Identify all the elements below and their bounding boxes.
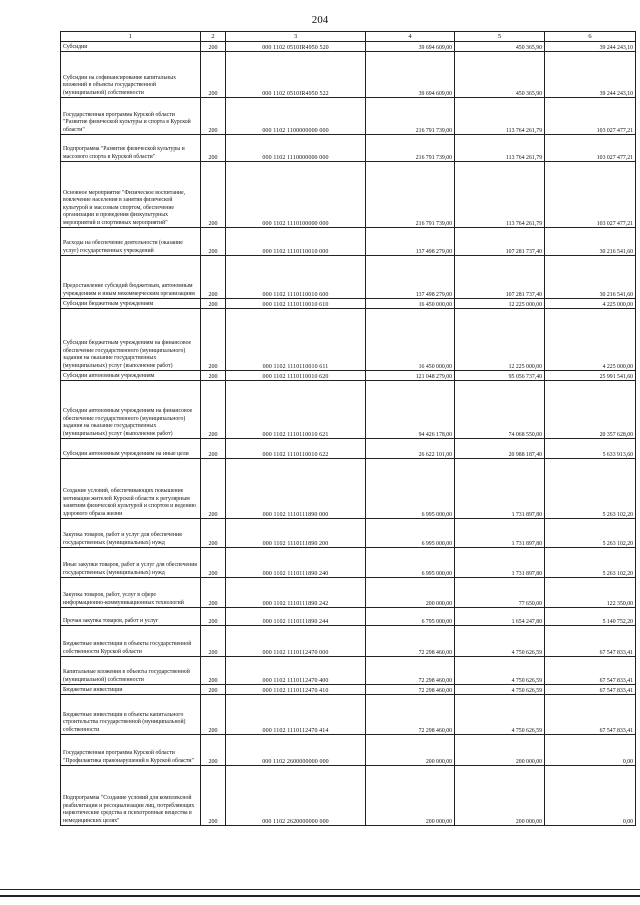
table-row bbox=[61, 766, 636, 826]
row-name-cell: Подпрограмма "Развитие физической культуры и массового спорта в Курской области" bbox=[61, 135, 201, 162]
unexecuted-amount-cell: 4 225 000,00 bbox=[545, 299, 636, 309]
row-name-cell: Субсидии автономным учреждениям на иные цели bbox=[61, 439, 201, 459]
budget-code-cell: 000 1102 1110112470 414 bbox=[226, 695, 366, 735]
budget-code-cell: 000 1102 2620000000 000 bbox=[226, 766, 366, 826]
table-row bbox=[61, 735, 636, 766]
row-name-cell: Подпрограмма "Создание условий для комплексной реабилитации и ресоциализации лиц, потребляющих наркотические средства и психотропные вещества в немедицинских целях" bbox=[61, 766, 201, 826]
approved-amount-cell: 6 795 000,00 bbox=[366, 608, 455, 626]
approved-amount-cell: 121 048 279,00 bbox=[366, 371, 455, 381]
approved-amount-cell: 6 995 000,00 bbox=[366, 548, 455, 578]
unexecuted-amount-cell: 5 633 913,60 bbox=[545, 439, 636, 459]
executed-amount-cell: 20 988 187,40 bbox=[455, 439, 545, 459]
executed-amount-cell: 113 764 261,79 bbox=[455, 98, 545, 135]
budget-code-cell: 000 1102 1110110010 000 bbox=[226, 228, 366, 256]
table-row bbox=[61, 548, 636, 578]
row-name-cell: Капитальные вложения в объекты государственной (муниципальной) собственности bbox=[61, 657, 201, 685]
unexecuted-amount-cell: 0,00 bbox=[545, 735, 636, 766]
admin-code-cell: 200 bbox=[201, 626, 226, 657]
table-row bbox=[61, 309, 636, 371]
footer-rule-thick bbox=[0, 895, 640, 897]
header-cell-3: 3 bbox=[226, 32, 366, 42]
admin-code-cell: 200 bbox=[201, 309, 226, 371]
unexecuted-amount-cell: 20 357 628,00 bbox=[545, 381, 636, 439]
budget-code-cell: 000 1102 1110111890 244 bbox=[226, 608, 366, 626]
unexecuted-amount-cell: 103 027 477,21 bbox=[545, 135, 636, 162]
row-name-cell: Основное мероприятие "Физическое воспитание, вовлечение населения в занятия физической культурой и массовым спортом, обеспечение организации и проведения физкультурных мероприятий и спортивных мероприятий" bbox=[61, 162, 201, 228]
table-row bbox=[61, 228, 636, 256]
row-name-cell: Субсидии на софинансирование капитальных вложений в объекты государственной (муниципальной) собственности bbox=[61, 52, 201, 98]
executed-amount-cell: 77 650,00 bbox=[455, 578, 545, 608]
row-name-cell: Предоставление субсидий бюджетным, автономным учреждениям и иным некоммерческим организациям bbox=[61, 256, 201, 299]
approved-amount-cell: 200 000,00 bbox=[366, 735, 455, 766]
executed-amount-cell: 12 225 000,00 bbox=[455, 309, 545, 371]
executed-amount-cell: 107 281 737,40 bbox=[455, 256, 545, 299]
approved-amount-cell: 72 298 460,00 bbox=[366, 685, 455, 695]
unexecuted-amount-cell: 25 991 541,60 bbox=[545, 371, 636, 381]
unexecuted-amount-cell: 122 350,00 bbox=[545, 578, 636, 608]
budget-code-cell: 000 1102 1110110010 600 bbox=[226, 256, 366, 299]
header-row bbox=[61, 32, 636, 42]
approved-amount-cell: 16 450 000,00 bbox=[366, 309, 455, 371]
budget-code-cell: 000 1102 1110000000 000 bbox=[226, 135, 366, 162]
unexecuted-amount-cell: 103 027 477,21 bbox=[545, 162, 636, 228]
header-cell-4: 4 bbox=[366, 32, 455, 42]
admin-code-cell: 200 bbox=[201, 371, 226, 381]
row-name-cell: Субсидии бюджетным учреждениям bbox=[61, 299, 201, 309]
executed-amount-cell: 95 056 737,40 bbox=[455, 371, 545, 381]
budget-code-cell: 000 1102 1110110010 611 bbox=[226, 309, 366, 371]
executed-amount-cell: 113 764 261,79 bbox=[455, 135, 545, 162]
executed-amount-cell: 4 750 626,59 bbox=[455, 657, 545, 685]
executed-amount-cell: 1 731 897,80 bbox=[455, 459, 545, 519]
approved-amount-cell: 16 450 000,00 bbox=[366, 299, 455, 309]
approved-amount-cell: 216 791 739,00 bbox=[366, 98, 455, 135]
unexecuted-amount-cell: 67 547 833,41 bbox=[545, 626, 636, 657]
executed-amount-cell: 113 764 261,79 bbox=[455, 162, 545, 228]
approved-amount-cell: 72 298 460,00 bbox=[366, 657, 455, 685]
table-body bbox=[61, 42, 636, 826]
budget-code-cell: 000 1102 1110111890 242 bbox=[226, 578, 366, 608]
admin-code-cell: 200 bbox=[201, 608, 226, 626]
unexecuted-amount-cell: 5 140 752,20 bbox=[545, 608, 636, 626]
approved-amount-cell: 137 498 279,00 bbox=[366, 228, 455, 256]
approved-amount-cell: 200 000,00 bbox=[366, 766, 455, 826]
row-name-cell: Бюджетные инвестиции в объекты капитального строительства государственной (муниципальной) собственности bbox=[61, 695, 201, 735]
executed-amount-cell: 1 654 247,80 bbox=[455, 608, 545, 626]
table-row bbox=[61, 371, 636, 381]
approved-amount-cell: 200 000,00 bbox=[366, 578, 455, 608]
executed-amount-cell: 1 731 897,80 bbox=[455, 519, 545, 548]
table-row bbox=[61, 98, 636, 135]
approved-amount-cell: 137 498 279,00 bbox=[366, 256, 455, 299]
unexecuted-amount-cell: 5 263 102,20 bbox=[545, 459, 636, 519]
executed-amount-cell: 4 750 626,59 bbox=[455, 626, 545, 657]
table-row bbox=[61, 52, 636, 98]
approved-amount-cell: 72 298 460,00 bbox=[366, 695, 455, 735]
row-name-cell: Расходы на обеспечение деятельности (оказание услуг) государственных учреждений bbox=[61, 228, 201, 256]
executed-amount-cell: 12 225 000,00 bbox=[455, 299, 545, 309]
unexecuted-amount-cell: 39 244 243,10 bbox=[545, 52, 636, 98]
admin-code-cell: 200 bbox=[201, 578, 226, 608]
admin-code-cell: 200 bbox=[201, 735, 226, 766]
budget-code-cell: 000 1102 1110111890 000 bbox=[226, 459, 366, 519]
admin-code-cell: 200 bbox=[201, 766, 226, 826]
admin-code-cell: 200 bbox=[201, 256, 226, 299]
row-name-cell: Субсидии бюджетным учреждениям на финансовое обеспечение государственного (муниципального) задания на оказание государственных (муниципальных) услуг (выполнение работ) bbox=[61, 309, 201, 371]
admin-code-cell: 200 bbox=[201, 459, 226, 519]
unexecuted-amount-cell: 39 244 243,10 bbox=[545, 42, 636, 52]
unexecuted-amount-cell: 5 263 102,20 bbox=[545, 548, 636, 578]
budget-table bbox=[60, 31, 636, 826]
admin-code-cell: 200 bbox=[201, 695, 226, 735]
budget-code-cell: 000 1102 1110110010 610 bbox=[226, 299, 366, 309]
budget-code-cell: 000 1102 1100000000 000 bbox=[226, 98, 366, 135]
executed-amount-cell: 200 000,00 bbox=[455, 735, 545, 766]
approved-amount-cell: 26 622 101,00 bbox=[366, 439, 455, 459]
admin-code-cell: 200 bbox=[201, 439, 226, 459]
approved-amount-cell: 6 995 000,00 bbox=[366, 459, 455, 519]
admin-code-cell: 200 bbox=[201, 98, 226, 135]
row-name-cell: Субсидии автономным учреждениям bbox=[61, 371, 201, 381]
admin-code-cell: 200 bbox=[201, 52, 226, 98]
executed-amount-cell: 450 365,90 bbox=[455, 42, 545, 52]
table-row bbox=[61, 459, 636, 519]
budget-code-cell: 000 1102 2600000000 000 bbox=[226, 735, 366, 766]
table-row bbox=[61, 162, 636, 228]
table-row bbox=[61, 381, 636, 439]
row-name-cell: Иные закупки товаров, работ и услуг для обеспечения государственных (муниципальных) нужд bbox=[61, 548, 201, 578]
executed-amount-cell: 450 365,90 bbox=[455, 52, 545, 98]
executed-amount-cell: 74 068 550,00 bbox=[455, 381, 545, 439]
row-name-cell: Закупка товаров, работ, услуг в сфере информационно-коммуникационных технологий bbox=[61, 578, 201, 608]
page-number: 204 bbox=[311, 14, 329, 26]
table-row bbox=[61, 626, 636, 657]
table-row bbox=[61, 256, 636, 299]
admin-code-cell: 200 bbox=[201, 42, 226, 52]
row-name-cell: Бюджетные инвестиции в объекты государственной собственности Курской области bbox=[61, 626, 201, 657]
table-row bbox=[61, 519, 636, 548]
row-name-cell: Субсидии автономным учреждениям на финансовое обеспечение государственного (муниципального) задания на оказание государственных (муниципальных) услуг (выполнение работ) bbox=[61, 381, 201, 439]
header-cell-6: 6 bbox=[545, 32, 636, 42]
footer-rule bbox=[0, 889, 640, 890]
budget-code-cell: 000 1102 1110111890 240 bbox=[226, 548, 366, 578]
row-name-cell: Создание условий, обеспечивающих повышение мотивации жителей Курской области к регулярным занятиям физической культурой и спортом и ведению здорового образа жизни bbox=[61, 459, 201, 519]
budget-code-cell: 000 1102 1110112470 410 bbox=[226, 685, 366, 695]
admin-code-cell: 200 bbox=[201, 381, 226, 439]
admin-code-cell: 200 bbox=[201, 657, 226, 685]
header-cell-5: 5 bbox=[455, 32, 545, 42]
executed-amount-cell: 200 000,00 bbox=[455, 766, 545, 826]
admin-code-cell: 200 bbox=[201, 162, 226, 228]
row-name-cell: Прочая закупка товаров, работ и услуг bbox=[61, 608, 201, 626]
table-row bbox=[61, 608, 636, 626]
budget-code-cell: 000 1102 1110111890 200 bbox=[226, 519, 366, 548]
admin-code-cell: 200 bbox=[201, 519, 226, 548]
table-row bbox=[61, 299, 636, 309]
approved-amount-cell: 72 298 460,00 bbox=[366, 626, 455, 657]
row-name-cell: Государственная программа Курской области "Профилактика правонарушений в Курской области" bbox=[61, 735, 201, 766]
table-row bbox=[61, 42, 636, 52]
executed-amount-cell: 4 750 626,59 bbox=[455, 695, 545, 735]
unexecuted-amount-cell: 67 547 833,41 bbox=[545, 695, 636, 735]
unexecuted-amount-cell: 103 027 477,21 bbox=[545, 98, 636, 135]
budget-code-cell: 000 1102 0510IR4950 520 bbox=[226, 42, 366, 52]
admin-code-cell: 200 bbox=[201, 299, 226, 309]
unexecuted-amount-cell: 4 225 000,00 bbox=[545, 309, 636, 371]
admin-code-cell: 200 bbox=[201, 548, 226, 578]
table-row bbox=[61, 135, 636, 162]
approved-amount-cell: 94 426 178,00 bbox=[366, 381, 455, 439]
header-cell-1: 1 bbox=[61, 32, 201, 42]
row-name-cell: Субсидии bbox=[61, 42, 201, 52]
row-name-cell: Государственная программа Курской области "Развитие физической культуры и спорта в Курской области" bbox=[61, 98, 201, 135]
approved-amount-cell: 39 694 609,00 bbox=[366, 52, 455, 98]
table-row bbox=[61, 439, 636, 459]
executed-amount-cell: 4 750 626,59 bbox=[455, 685, 545, 695]
admin-code-cell: 200 bbox=[201, 685, 226, 695]
executed-amount-cell: 1 731 897,80 bbox=[455, 548, 545, 578]
budget-code-cell: 000 1102 1110110010 622 bbox=[226, 439, 366, 459]
approved-amount-cell: 216 791 739,00 bbox=[366, 162, 455, 228]
unexecuted-amount-cell: 30 216 541,60 bbox=[545, 256, 636, 299]
unexecuted-amount-cell: 30 216 541,60 bbox=[545, 228, 636, 256]
budget-code-cell: 000 1102 1110100000 000 bbox=[226, 162, 366, 228]
budget-code-cell: 000 1102 0510IR4950 522 bbox=[226, 52, 366, 98]
unexecuted-amount-cell: 5 263 102,20 bbox=[545, 519, 636, 548]
approved-amount-cell: 39 694 609,00 bbox=[366, 42, 455, 52]
approved-amount-cell: 216 791 739,00 bbox=[366, 135, 455, 162]
budget-code-cell: 000 1102 1110110010 621 bbox=[226, 381, 366, 439]
table-row bbox=[61, 578, 636, 608]
unexecuted-amount-cell: 67 547 833,41 bbox=[545, 657, 636, 685]
header-cell-2: 2 bbox=[201, 32, 226, 42]
budget-code-cell: 000 1102 1110110010 620 bbox=[226, 371, 366, 381]
executed-amount-cell: 107 281 737,40 bbox=[455, 228, 545, 256]
unexecuted-amount-cell: 67 547 833,41 bbox=[545, 685, 636, 695]
admin-code-cell: 200 bbox=[201, 135, 226, 162]
table-row bbox=[61, 695, 636, 735]
row-name-cell: Бюджетные инвестиции bbox=[61, 685, 201, 695]
table-row bbox=[61, 685, 636, 695]
budget-code-cell: 000 1102 1110112470 000 bbox=[226, 626, 366, 657]
unexecuted-amount-cell: 0,00 bbox=[545, 766, 636, 826]
approved-amount-cell: 6 995 000,00 bbox=[366, 519, 455, 548]
table-row bbox=[61, 657, 636, 685]
admin-code-cell: 200 bbox=[201, 228, 226, 256]
row-name-cell: Закупка товаров, работ и услуг для обеспечения государственных (муниципальных) нужд bbox=[61, 519, 201, 548]
budget-code-cell: 000 1102 1110112470 400 bbox=[226, 657, 366, 685]
